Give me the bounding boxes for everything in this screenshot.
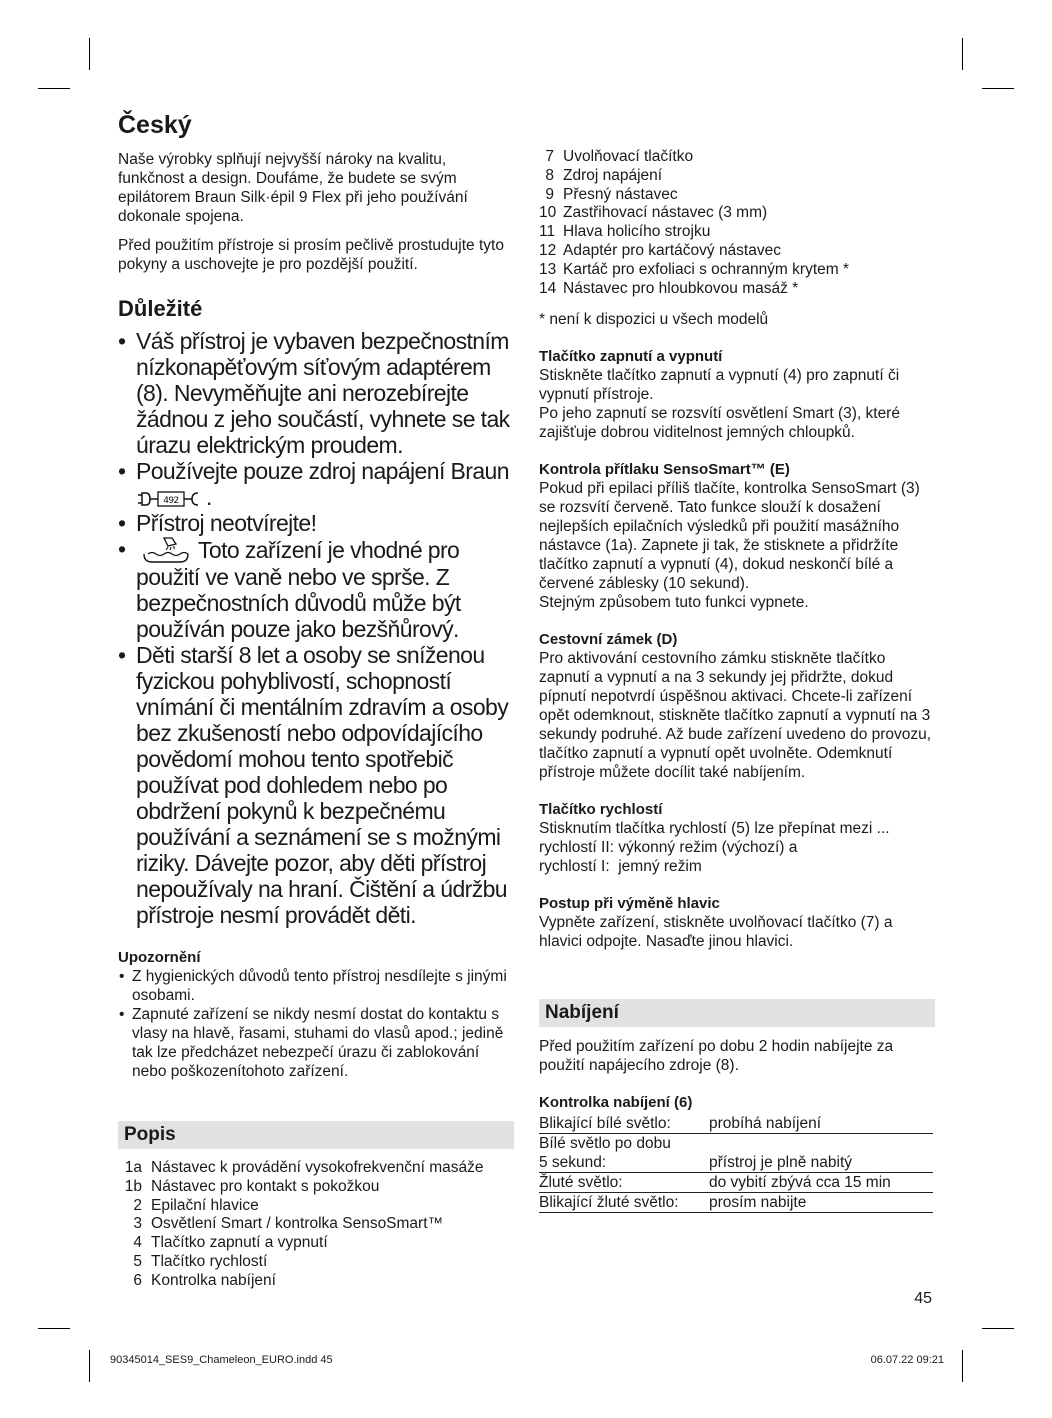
section-text: Stisknutím tlačítka rychlostí (5) lze přepínat mezi ... [539, 820, 890, 838]
crop-mark [962, 38, 963, 70]
charging-heading: Nabíjení [539, 999, 935, 1027]
crop-mark [89, 1350, 90, 1382]
crop-mark [38, 1328, 70, 1329]
adapter-suffix: . [206, 484, 212, 510]
caution-item: • Zapnuté zařízení se nikdy nesmí dostat do kontaktu s vlasy na hlavě, řasami, stuhami do vlasů apod.; jedině tak lze předcházet nebezpečí úrazu či zablokování nebo poškozenítohoto zařízení. [118, 1005, 514, 1081]
important-item [118, 458, 514, 510]
important-item [118, 642, 514, 928]
description-item: 1a Nástavec k provádění vysokofrekvenční masáže [124, 1159, 484, 1176]
section-heading: Tlačítko zapnutí a vypnutí [539, 348, 723, 366]
charging-intro: Před použitím zařízení po dobu 2 hodin nabíjejte za použití napájecího zdroje (8). [539, 1038, 894, 1075]
footer-file: 90345014_SES9_Chameleon_EURO.indd 45 [110, 1354, 333, 1366]
caution-item: • Z hygienických důvodů tento přístroj nesdílejte s jinými osobami. [118, 967, 514, 1005]
section-text: Stiskněte tlačítko zapnutí a vypnutí (4) pro zapnutí či vypnutí přístroje. [539, 367, 900, 404]
description-item: 13 Kartáč pro exfoliaci s ochranným krytem * [539, 260, 849, 278]
description-item: 5 Tlačítko rychlostí [133, 1252, 268, 1270]
important-heading: Důležité [118, 296, 203, 321]
section-heading: Kontrola přítlaku SensoSmart™ (E) [539, 461, 790, 479]
section-text: Pokud při epilaci příliš tlačíte, kontrolka SensoSmart (3) se rozsvítí červeně. Tato funkce slouží k dosažení nejlepších epilačních výsledků při použití masážního nástavce (1a). Zapnete ji tak, že stisknete a přidržíte tlačítko zapnutí a vypnutí (4), dokud neskončí bílé a červené záblesky (10 sekund). [539, 480, 920, 593]
important-text: Děti starší 8 let a osoby se sníženou fyzickou pohyblivostí, schopností vnímání či mentálním zdravím a osoby bez zkušeností nebo odpovídajícího povědomí mohou tento spotřebič používat pod dohledem nebo po obdržení pokynů k bezpečnému používání a seznámení se s možnými riziky. Dávejte pozor, aby děti přístroj nepoužívaly na hraní. Čištění a údržbu přístroje nesmí provádět děti. [136, 642, 509, 928]
description-heading: Popis [118, 1121, 514, 1149]
charging-row: Blikající žluté světlo: prosím nabijte [539, 1193, 933, 1213]
section-heading: Postup při výměně hlavic [539, 895, 720, 913]
important-list [118, 328, 514, 928]
caution-heading: Upozornění [118, 949, 201, 966]
caution-list [118, 967, 514, 1081]
description-item: 3 Osvětlení Smart / kontrolka SensoSmart™ [133, 1215, 444, 1233]
right-column [539, 148, 935, 1213]
charging-row: Bílé světlo po dobu [539, 1135, 671, 1153]
charging-row: 5 sekund: přístroj je plně nabitý [539, 1153, 933, 1173]
description-item: 9 Přesný nástavec [545, 185, 678, 203]
section-text: Po jeho zapnutí se rozsvítí osvětlení Smart (3), které zajišťuje dobrou viditelnost jemných chloupků. [539, 405, 900, 442]
description-item: 14 Nástavec pro hloubkovou masáž * [539, 279, 799, 297]
important-item [118, 510, 514, 536]
important-text: Používejte pouze zdroj napájení Braun [136, 458, 509, 484]
left-column [118, 108, 514, 1291]
crop-mark [982, 88, 1014, 89]
description-list [118, 1159, 514, 1291]
intro-paragraph: Naše výrobky splňují nejvyšší nároky na kvalitu, funkčnost a design. Doufáme, že budete se svým epilátorem Braun Silk·épil 9 Flex při jeho používání dokonale spojena. [118, 151, 468, 225]
charging-indicator-heading: Kontrolka nabíjení (6) [539, 1094, 693, 1112]
description-item: 1b Nástavec pro kontakt s pokožkou [124, 1177, 380, 1195]
footer-date: 06.07.22 09:21 [870, 1354, 944, 1366]
crop-mark [982, 1328, 1014, 1329]
description-item: 7 Uvolňovací tlačítko [545, 148, 694, 165]
section-text: rychlostí II: výkonný režim (výchozí) a [539, 839, 798, 857]
charging-row: Blikající bílé světlo: probíhá nabíjení [539, 1114, 933, 1134]
section-text: rychlostí I: jemný režim [539, 858, 702, 876]
description-item: 12 Adaptér pro kartáčový nástavec [539, 241, 781, 259]
bath-shower-icon [142, 536, 190, 564]
page-title: Český [118, 111, 192, 139]
intro-paragraph: Před použitím přístroje si prosím pečlivě prostudujte tyto pokyny a uschovejte je pro pozdější použití. [118, 237, 504, 273]
important-item [118, 328, 514, 458]
description-item: 10 Zastřihovací nástavec (3 mm) [539, 204, 768, 222]
section-text: Vypněte zařízení, stiskněte uvolňovací tlačítko (7) a hlavici odpojte. Nasaďte jinou hlavici. [539, 914, 893, 951]
description-item: 6 Kontrolka nabíjení [133, 1271, 276, 1289]
important-text: Přístroj neotvírejte! [136, 510, 317, 536]
section-heading: Cestovní zámek (D) [539, 631, 678, 649]
important-item [118, 536, 514, 642]
description-item: 8 Zdroj napájení [545, 166, 663, 184]
section-text: Pro aktivování cestovního zámku stiskněte tlačítko zapnutí a vypnutí a na 3 sekundy jej přidržte, dokud pípnutí nepotvrdí úspěšnou aktivaci. Chcete-li zařízení opět odemknout, stiskněte tlačítko zapnutí a vypnutí na 3 sekundy podruhé. Až bude zařízení uvedeno do provozu, tlačítko zapnutí a vypnutí opět uvolněte. Odemknutí přístroje můžete docílit také nabíjením. [539, 650, 932, 782]
section-text: Stejným způsobem tuto funkci vypnete. [539, 594, 809, 612]
description-item: 4 Tlačítko zapnutí a vypnutí [133, 1234, 328, 1252]
description-item: 2 Epilační hlavice [133, 1196, 259, 1214]
power-adapter-icon [136, 490, 206, 508]
charging-table [539, 1114, 933, 1213]
description-list-continued [539, 148, 935, 298]
description-item: 11 Hlava holicího strojku [539, 223, 711, 241]
important-text: Váš přístroj je vybaven bezpečnostním nízkonapěťovým síťovým adaptérem (8). Nevyměňujte ani nerozebírejte žádnou z jeho součástí, vyhnete se tak úrazu elektrickým proudem. [136, 328, 510, 458]
crop-mark [38, 88, 70, 89]
crop-mark [89, 38, 90, 70]
page-number: 45 [914, 1290, 932, 1307]
crop-mark [962, 1350, 963, 1382]
charging-row: Žluté světlo: do vybití zbývá cca 15 min [539, 1173, 933, 1193]
section-heading: Tlačítko rychlostí [539, 801, 663, 819]
adapter-code: 492 [163, 496, 179, 506]
important-text: Toto zařízení je vhodné pro použití ve vaně nebo ve sprše. Z bezpečnostních důvodů může být používán pouze jako bezšňůrový. [136, 537, 461, 642]
availability-footnote: * není k dispozici u všech modelů [539, 311, 769, 329]
